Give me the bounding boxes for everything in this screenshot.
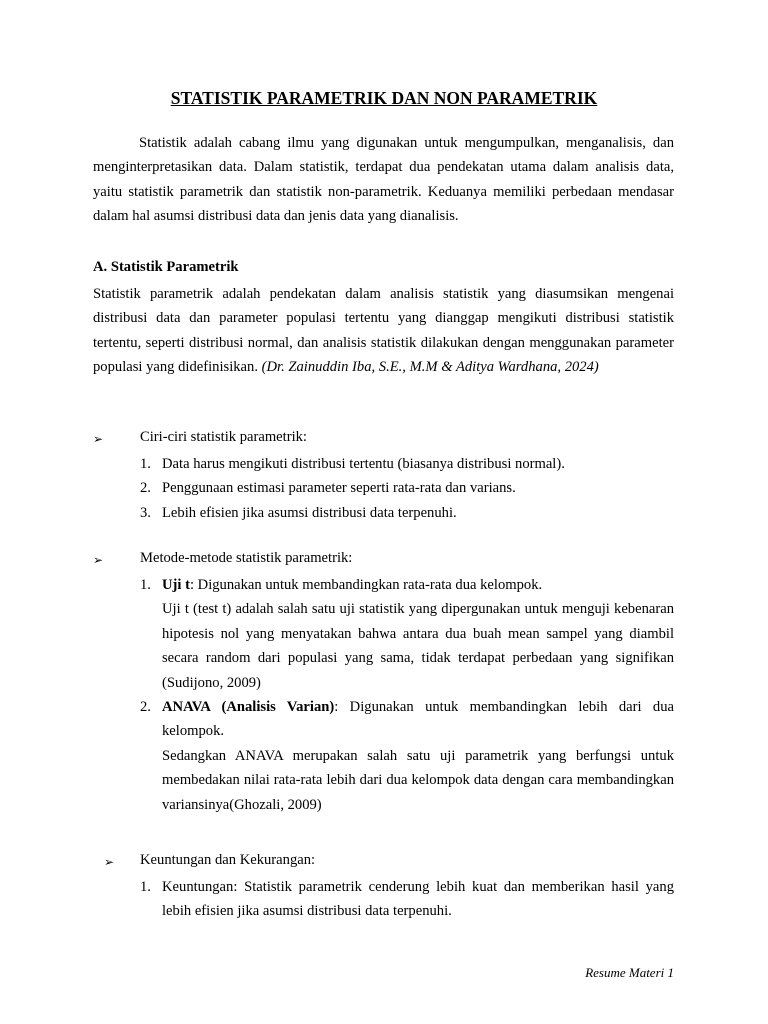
metode-list bbox=[140, 573, 674, 817]
method-name: ANAVA (Analisis Varian) bbox=[162, 699, 335, 716]
bullet-arrow-icon: ➢ bbox=[93, 432, 104, 446]
keuntungan-label: Keuntungan dan Kekurangan: bbox=[140, 852, 316, 868]
bullet-arrow-icon: ➢ bbox=[104, 855, 115, 869]
list-item: 2. Penggunaan estimasi parameter seperti rata-rata dan varians. bbox=[140, 480, 516, 497]
intro-paragraph: Statistik adalah cabang ilmu yang digunakan untuk mengumpulkan, menganalisis, dan menginterpretasikan data. Dalam statistik, terdapat dua pendekatan utama dalam analisis data, yaitu statistik parametrik dan statistik non-parametrik. Keduanya memiliki perbedaan mendasar dalam hal asumsi distribusi data dan jenis data yang dianalisis. bbox=[93, 135, 674, 225]
method-detail: Sedangkan ANAVA merupakan salah satu uji parametrik yang berfungsi untuk membedakan nilai rata-rata lebih dari dua kelompok data dengan cara membandingkan variansinya(Ghozali, 2009) bbox=[162, 747, 674, 813]
list-item: 1. Data harus mengikuti distribusi tertentu (biasanya distribusi normal). bbox=[140, 456, 565, 472]
ciri-list bbox=[140, 452, 674, 525]
page-footer: Resume Materi 1 bbox=[585, 965, 674, 980]
metode-label: Metode-metode statistik parametrik: bbox=[140, 550, 353, 566]
method-name: Uji t bbox=[162, 577, 190, 593]
list-item: 1. Keuntungan: Statistik parametrik cenderung lebih kuat dan memberikan hasil yang lebih efisien jika asumsi distribusi data terpenuhi. bbox=[140, 879, 674, 920]
ciri-label: Ciri-ciri statistik parametrik: bbox=[140, 429, 307, 445]
page-title: STATISTIK PARAMETRIK DAN NON PARAMETRIK bbox=[170, 88, 598, 108]
list-item: 1. Uji t: Digunakan untuk membandingkan rata-rata dua kelompok. Uji t (test t) adalah salah satu uji statistik yang dipergunakan untuk menguji kebenaran hipotesis nol yang menyatakan bahwa antara dua buah mean sampel yang diambil secara random dari populasi yang sama, tidak terdapat perbedaan yang signifikan (Sudijono, 2009) bbox=[140, 573, 674, 695]
section-a-heading: A. Statistik Parametrik bbox=[93, 259, 239, 275]
list-item: 3. Lebih efisien jika asumsi distribusi data terpenuhi. bbox=[140, 504, 457, 521]
section-a-citation: (Dr. Zainuddin Iba, S.E., M.M & Aditya Wardhana, 2024) bbox=[261, 359, 599, 376]
bullet-arrow-icon: ➢ bbox=[93, 553, 104, 567]
section-a-paragraph bbox=[93, 282, 674, 380]
section-a-body: Statistik parametrik adalah pendekatan dalam analisis statistik yang diasumsikan mengenai distribusi data dan parameter populasi tertentu yang dianggap mengikuti distribusi statistik tertentu, seperti distribusi normal, dan analisis statistik dilakukan dengan menggunakan parameter populasi yang didefinisikan. bbox=[93, 286, 674, 376]
keuntungan-list bbox=[140, 875, 674, 924]
list-item: 2. ANAVA (Analisis Varian): Digunakan untuk membandingkan lebih dari dua kelompok. Sedangkan ANAVA merupakan salah satu uji parametrik yang berfungsi untuk membedakan nilai rata-rata lebih dari dua kelompok data dengan cara membandingkan variansinya(Ghozali, 2009) bbox=[140, 695, 674, 817]
method-detail: Uji t (test t) adalah salah satu uji statistik yang dipergunakan untuk menguji kebenaran hipotesis nol yang menyatakan bahwa antara dua buah mean sampel yang diambil secara random dari populasi yang sama, tidak terdapat perbedaan yang signifikan (Sudijono, 2009) bbox=[162, 601, 674, 691]
